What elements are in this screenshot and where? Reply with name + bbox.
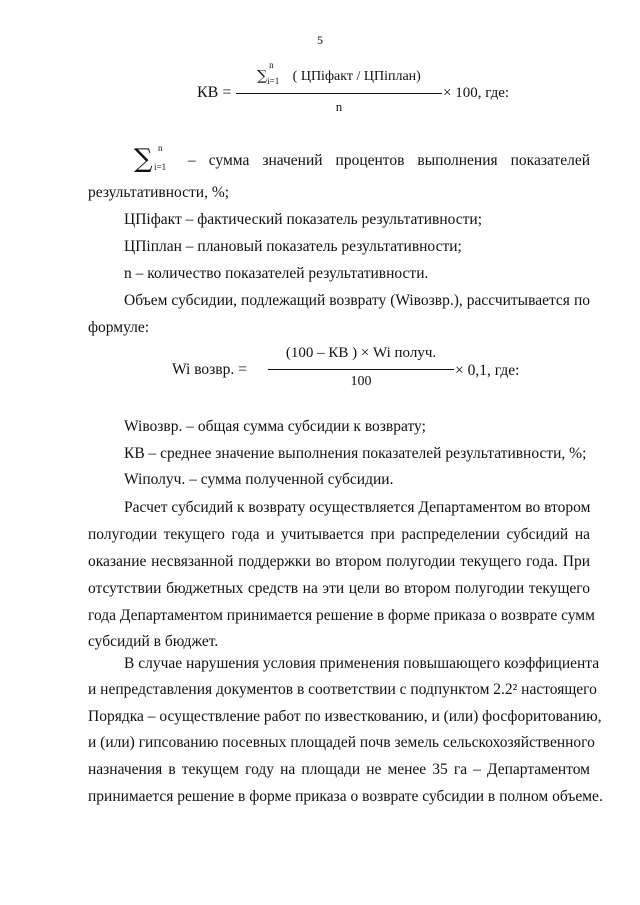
definition-cp-plan: ЦПiплан – плановый показатель результативности;	[124, 238, 462, 255]
sum-lower-limit: i=1	[267, 76, 280, 86]
formula-kv-numerator-text: ( ЦПiфакт / ЦПiплан)	[289, 69, 421, 85]
sum-symbol: ∑	[134, 144, 153, 174]
formula-kv-numerator	[236, 60, 442, 86]
paragraph-line: и (или) гипсованию посевных площадей почв земель сельскохозяйственного	[88, 734, 595, 751]
formula-w-lhs: Wi возвр. =	[172, 361, 247, 378]
paragraph-line: оказание несвязанной поддержки во втором полугодии текущего года. При	[88, 553, 590, 570]
paragraph-line: субсидий в бюджет.	[88, 633, 219, 650]
fraction-bar	[236, 93, 442, 94]
definition-n: n – количество показателей результативности.	[124, 265, 429, 282]
sum-lower-limit: i=1	[154, 162, 167, 172]
definition-kv: КВ – среднее значение выполнения показателей результативности, %;	[124, 445, 587, 462]
formula-w-denominator: 100	[350, 374, 372, 389]
formula-kv-lhs: КВ =	[197, 84, 232, 101]
paragraph-line: года Департаментом принимается решение в форме приказа о возврате сумм	[88, 607, 595, 624]
sum-definition-line-1: – сумма значений процентов выполнения показателей	[188, 152, 590, 169]
refund-intro-line-1: Объем субсидии, подлежащий возврату (Wiвозвр.), рассчитывается по	[124, 292, 590, 309]
sum-upper-limit: n	[158, 143, 163, 153]
formula-w-numerator: (100 – КВ ) × Wi получ.	[285, 345, 437, 361]
sum-symbol: ∑	[257, 68, 268, 85]
formula-kv-denominator: n	[335, 99, 343, 114]
definition-cp-fact: ЦПiфакт – фактический показатель результативности;	[124, 211, 483, 228]
paragraph-line: принимается решение в форме приказа о возврате субсидии в полном объеме.	[88, 788, 603, 805]
paragraph-line: В случае нарушения условия применения повышающего коэффициента	[124, 655, 600, 672]
definition-w-refund: Wiвозвр. – общая сумма субсидии к возврату;	[124, 418, 426, 435]
paragraph-line: назначения в текущем году на площади не менее 35 га – Департаментом	[88, 761, 590, 778]
definition-w-received: Wiполуч. – сумма полученной субсидии.	[124, 471, 394, 488]
refund-intro-line-2: формуле:	[88, 319, 150, 336]
page-number: 5	[317, 33, 323, 47]
formula-kv-rhs: × 100, где:	[443, 85, 510, 101]
sum-upper-limit: n	[269, 60, 274, 70]
fraction-bar	[268, 369, 454, 370]
paragraph-line: Расчет субсидий к возврату осуществляется Департаментом во втором	[124, 499, 591, 516]
paragraph-line: отсутствии бюджетных средств на эти цели во втором полугодии текущего	[88, 580, 590, 597]
paragraph-line: полугодии текущего года и учитывается при распределении субсидий на	[88, 526, 590, 543]
sum-definition-line-2: результативности, %;	[88, 184, 230, 201]
formula-w-rhs: × 0,1, где:	[455, 362, 520, 379]
paragraph-line: и непредставления документов в соответствии с подпунктом 2.2² настоящего	[88, 681, 597, 698]
paragraph-line: Порядка – осуществление работ по известкованию, и (или) фосфоритованию,	[88, 708, 602, 725]
